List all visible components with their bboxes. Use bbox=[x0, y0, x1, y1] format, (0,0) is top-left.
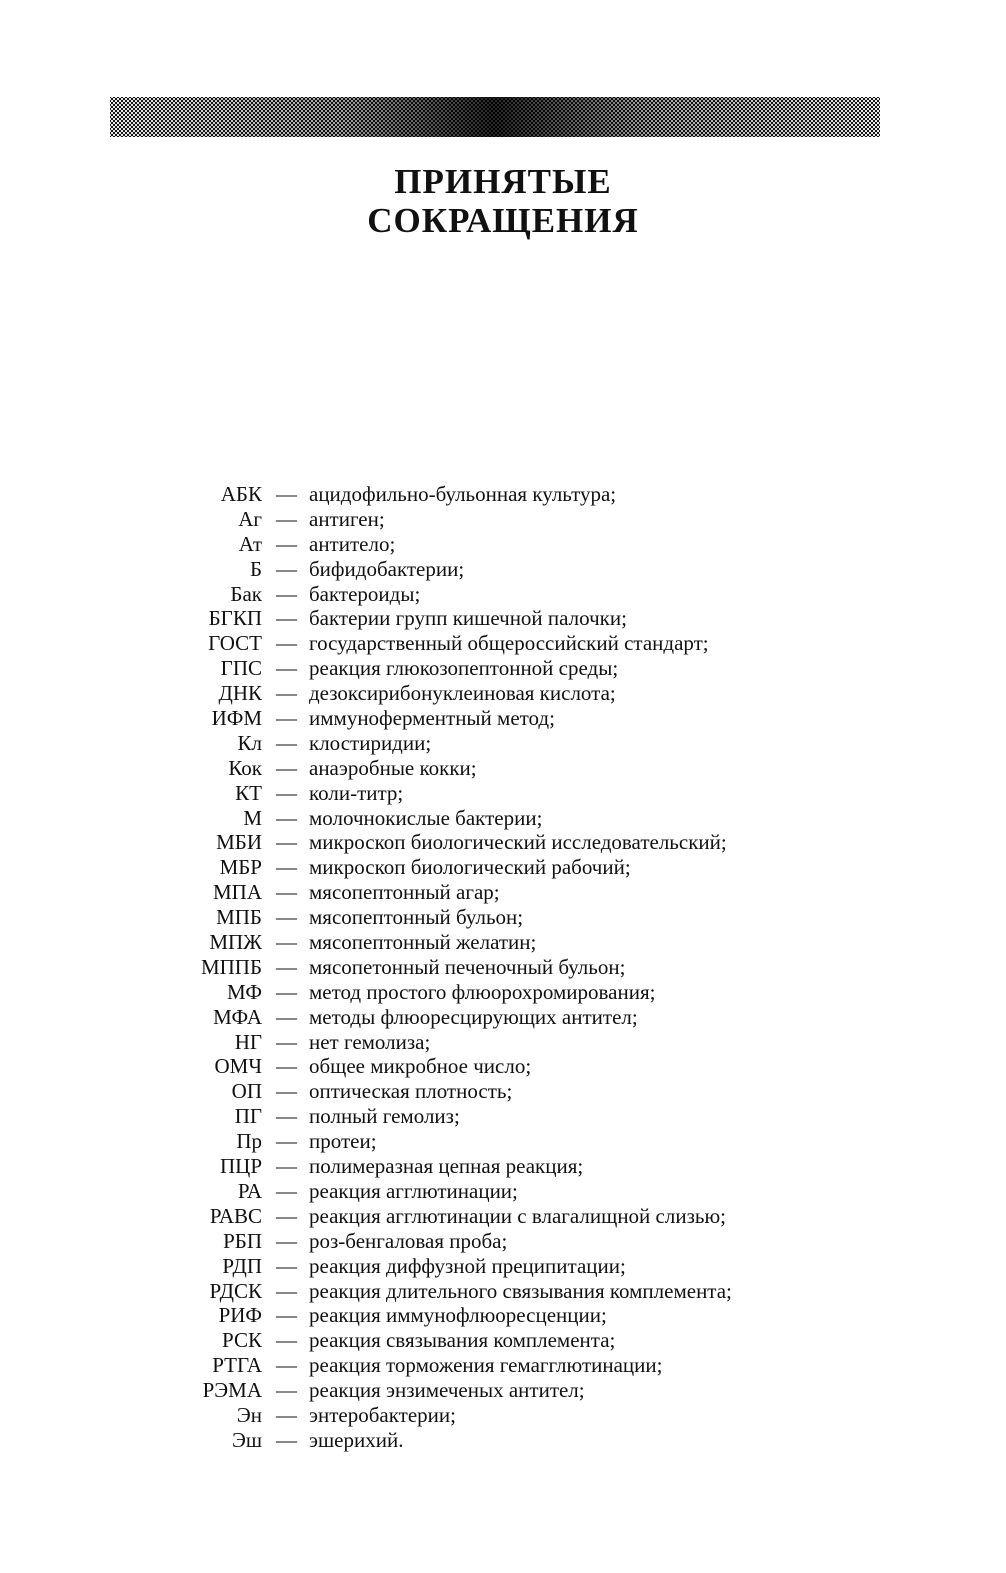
abbreviation-dash: — bbox=[276, 780, 297, 805]
abbreviation-definition: дезоксирибонуклеиновая кислота; bbox=[309, 681, 616, 706]
abbreviation-dash: — bbox=[276, 1402, 297, 1427]
abbreviation-dash: — bbox=[276, 855, 297, 880]
abbreviation-dash: — bbox=[276, 954, 297, 979]
abbreviation-term: МПА bbox=[212, 880, 262, 905]
abbreviation-dash: — bbox=[276, 1378, 297, 1403]
abbreviation-row bbox=[0, 1303, 1006, 1328]
abbreviation-term: МПБ bbox=[216, 905, 262, 930]
abbreviation-definition: микроскоп биологический рабочий; bbox=[309, 855, 631, 880]
abbreviation-row bbox=[0, 507, 1006, 532]
abbreviation-term: Пр bbox=[236, 1129, 262, 1154]
abbreviation-dash: — bbox=[276, 1203, 297, 1228]
page-title-line-2: СОКРАЩЕНИЯ bbox=[367, 201, 639, 240]
abbreviation-term: МФ bbox=[227, 979, 262, 1004]
abbreviation-term: НГ bbox=[234, 1029, 262, 1054]
abbreviation-row bbox=[0, 1229, 1006, 1254]
abbreviation-dash: — bbox=[276, 930, 297, 955]
abbreviation-definition: полный гемолиз; bbox=[309, 1104, 460, 1129]
abbreviation-row bbox=[0, 905, 1006, 930]
abbreviation-definition: бактерии групп кишечной палочки; bbox=[309, 606, 627, 631]
abbreviation-dash: — bbox=[276, 1253, 297, 1278]
abbreviation-definition: оптическая плотность; bbox=[309, 1079, 513, 1104]
abbreviation-dash: — bbox=[276, 805, 297, 830]
abbreviation-definition: реакция связывания комплемента; bbox=[309, 1328, 616, 1353]
abbreviation-term: МФА bbox=[213, 1004, 262, 1029]
abbreviation-dash: — bbox=[276, 506, 297, 531]
abbreviation-definition: полимеразная цепная реакция; bbox=[309, 1154, 584, 1179]
abbreviation-dash: — bbox=[276, 482, 297, 506]
abbreviation-definition: эшерихий. bbox=[309, 1427, 404, 1452]
abbreviation-definition: реакция иммунофлюоресценции; bbox=[309, 1303, 607, 1328]
abbreviation-row bbox=[0, 656, 1006, 681]
decorative-header-band bbox=[110, 97, 880, 137]
abbreviation-dash: — bbox=[276, 556, 297, 581]
abbreviation-row bbox=[0, 756, 1006, 781]
abbreviation-definition: бифидобактерии; bbox=[309, 556, 465, 581]
abbreviation-term: БГКП bbox=[208, 606, 262, 631]
abbreviation-dash: — bbox=[276, 681, 297, 706]
abbreviation-dash: — bbox=[276, 1104, 297, 1129]
abbreviation-term: АБК bbox=[220, 482, 262, 506]
abbreviation-dash: — bbox=[276, 1228, 297, 1253]
abbreviation-definition: мясопептонный желатин; bbox=[309, 930, 537, 955]
abbreviation-row bbox=[0, 1030, 1006, 1055]
abbreviation-term: РИФ bbox=[218, 1303, 262, 1328]
abbreviation-term: МПЖ bbox=[209, 930, 262, 955]
abbreviation-definition: протеи; bbox=[309, 1129, 377, 1154]
abbreviation-definition: коли-титр; bbox=[309, 780, 404, 805]
abbreviation-definition: ацидофильно-бульонная культура; bbox=[309, 482, 617, 506]
abbreviation-row bbox=[0, 980, 1006, 1005]
abbreviation-row bbox=[0, 1005, 1006, 1030]
abbreviation-term: РЭМА bbox=[202, 1378, 262, 1403]
abbreviation-term: МБР bbox=[219, 855, 262, 880]
abbreviation-term: РДСК bbox=[209, 1278, 262, 1303]
abbreviation-row bbox=[0, 806, 1006, 831]
abbreviation-row bbox=[0, 1428, 1006, 1453]
abbreviation-term: Бак bbox=[230, 581, 262, 606]
abbreviation-definition: нет гемолиза; bbox=[309, 1029, 431, 1054]
abbreviation-row bbox=[0, 855, 1006, 880]
abbreviation-term: Кл bbox=[237, 730, 262, 755]
abbreviation-row bbox=[0, 880, 1006, 905]
abbreviation-definition: антиген; bbox=[309, 506, 385, 531]
abbreviation-term: Аг bbox=[238, 506, 262, 531]
abbreviation-definition: бактероиды; bbox=[309, 581, 421, 606]
abbreviation-row bbox=[0, 955, 1006, 980]
abbreviation-term: РБП bbox=[223, 1228, 262, 1253]
abbreviation-row bbox=[0, 1403, 1006, 1428]
abbreviation-term: Кок bbox=[228, 755, 262, 780]
abbreviation-list bbox=[0, 482, 1006, 1453]
abbreviation-row bbox=[0, 706, 1006, 731]
abbreviation-definition: методы флюоресцирующих антител; bbox=[309, 1004, 638, 1029]
abbreviation-dash: — bbox=[276, 1303, 297, 1328]
abbreviation-row bbox=[0, 1179, 1006, 1204]
abbreviation-term: ИФМ bbox=[211, 706, 262, 731]
abbreviation-term: ОП bbox=[231, 1079, 262, 1104]
abbreviation-term: Эн bbox=[236, 1402, 262, 1427]
abbreviation-dash: — bbox=[276, 656, 297, 681]
abbreviation-definition: мясопептонный агар; bbox=[309, 880, 500, 905]
abbreviation-term: РА bbox=[237, 1178, 262, 1203]
abbreviation-dash: — bbox=[276, 531, 297, 556]
abbreviation-definition: роз-бенгаловая проба; bbox=[309, 1228, 508, 1253]
abbreviation-row bbox=[0, 1079, 1006, 1104]
abbreviation-definition: антитело; bbox=[309, 531, 396, 556]
abbreviation-term: ПЦР bbox=[219, 1154, 262, 1179]
abbreviation-definition: реакция агглютинации; bbox=[309, 1178, 518, 1203]
abbreviation-dash: — bbox=[276, 1129, 297, 1154]
abbreviation-term: ОМЧ bbox=[214, 1054, 262, 1079]
abbreviation-dash: — bbox=[276, 880, 297, 905]
abbreviation-definition: реакция глюкозопептонной среды; bbox=[309, 656, 619, 681]
abbreviation-definition: реакция энзимеченых антител; bbox=[309, 1378, 585, 1403]
abbreviation-row bbox=[0, 1129, 1006, 1154]
abbreviation-definition: мясопетонный печеночный бульон; bbox=[309, 954, 626, 979]
abbreviation-definition: молочнокислые бактерии; bbox=[309, 805, 543, 830]
abbreviation-dash: — bbox=[276, 1054, 297, 1079]
abbreviation-term: ДНК bbox=[218, 681, 262, 706]
abbreviation-definition: государственный общероссийский стандарт; bbox=[309, 631, 709, 656]
abbreviation-row bbox=[0, 582, 1006, 607]
abbreviation-row bbox=[0, 557, 1006, 582]
abbreviation-row bbox=[0, 930, 1006, 955]
abbreviation-term: РДП bbox=[222, 1253, 262, 1278]
abbreviation-dash: — bbox=[276, 606, 297, 631]
abbreviation-definition: реакция агглютинации с влагалищной слизью; bbox=[309, 1203, 726, 1228]
abbreviation-dash: — bbox=[276, 830, 297, 855]
abbreviation-dash: — bbox=[276, 706, 297, 731]
abbreviation-row bbox=[0, 1378, 1006, 1403]
abbreviation-row bbox=[0, 1328, 1006, 1353]
abbreviation-row bbox=[0, 631, 1006, 656]
abbreviation-dash: — bbox=[276, 1004, 297, 1029]
abbreviation-row bbox=[0, 1279, 1006, 1304]
abbreviation-definition: микроскоп биологический исследовательский; bbox=[309, 830, 727, 855]
abbreviation-row bbox=[0, 1054, 1006, 1079]
page-title-line-1: ПРИНЯТЫЕ bbox=[394, 162, 612, 201]
abbreviation-dash: — bbox=[276, 730, 297, 755]
abbreviation-definition: энтеробактерии; bbox=[309, 1402, 456, 1427]
abbreviation-definition: реакция торможения гемагглютинации; bbox=[309, 1353, 663, 1378]
abbreviation-definition: иммуноферментный метод; bbox=[309, 706, 555, 731]
abbreviation-row bbox=[0, 781, 1006, 806]
abbreviation-row bbox=[0, 1353, 1006, 1378]
abbreviation-dash: — bbox=[276, 979, 297, 1004]
abbreviation-term: М bbox=[243, 805, 262, 830]
abbreviation-term: МБИ bbox=[216, 830, 262, 855]
abbreviation-dash: — bbox=[276, 1154, 297, 1179]
abbreviation-definition: общее микробное число; bbox=[309, 1054, 532, 1079]
abbreviation-term: РТГА bbox=[212, 1353, 262, 1378]
abbreviation-term: ГОСТ bbox=[208, 631, 262, 656]
abbreviation-term: МППБ bbox=[200, 954, 262, 979]
abbreviation-dash: — bbox=[276, 1353, 297, 1378]
abbreviation-row bbox=[0, 731, 1006, 756]
abbreviation-definition: анаэробные кокки; bbox=[309, 755, 477, 780]
abbreviation-dash: — bbox=[276, 631, 297, 656]
abbreviation-row bbox=[0, 482, 1006, 507]
abbreviation-row bbox=[0, 1204, 1006, 1229]
abbreviation-definition: реакция диффузной преципитации; bbox=[309, 1253, 626, 1278]
abbreviation-term: КТ bbox=[235, 780, 262, 805]
abbreviation-row bbox=[0, 681, 1006, 706]
abbreviation-term: РСК bbox=[222, 1328, 262, 1353]
page-title bbox=[0, 162, 1006, 240]
abbreviation-dash: — bbox=[276, 1427, 297, 1452]
abbreviation-dash: — bbox=[276, 1178, 297, 1203]
abbreviation-row bbox=[0, 1154, 1006, 1179]
abbreviation-dash: — bbox=[276, 581, 297, 606]
abbreviation-dash: — bbox=[276, 1079, 297, 1104]
abbreviation-term: Ат bbox=[238, 531, 262, 556]
abbreviation-definition: клостиридии; bbox=[309, 730, 432, 755]
abbreviation-dash: — bbox=[276, 1029, 297, 1054]
abbreviation-definition: мясопептонный бульон; bbox=[309, 905, 524, 930]
abbreviation-row bbox=[0, 1254, 1006, 1279]
abbreviation-dash: — bbox=[276, 905, 297, 930]
abbreviation-definition: реакция длительного связывания комплемента; bbox=[309, 1278, 732, 1303]
abbreviation-dash: — bbox=[276, 755, 297, 780]
abbreviation-term: РАВС bbox=[209, 1203, 262, 1228]
abbreviation-term: Эш bbox=[231, 1427, 262, 1452]
abbreviation-term: ГПС bbox=[220, 656, 262, 681]
abbreviation-row bbox=[0, 532, 1006, 557]
abbreviation-dash: — bbox=[276, 1278, 297, 1303]
abbreviation-term: Б bbox=[249, 556, 262, 581]
abbreviation-row bbox=[0, 1104, 1006, 1129]
abbreviation-definition: метод простого флюорохромирования; bbox=[309, 979, 656, 1004]
abbreviation-row bbox=[0, 830, 1006, 855]
abbreviation-term: ПГ bbox=[234, 1104, 262, 1129]
abbreviation-row bbox=[0, 606, 1006, 631]
abbreviation-dash: — bbox=[276, 1328, 297, 1353]
